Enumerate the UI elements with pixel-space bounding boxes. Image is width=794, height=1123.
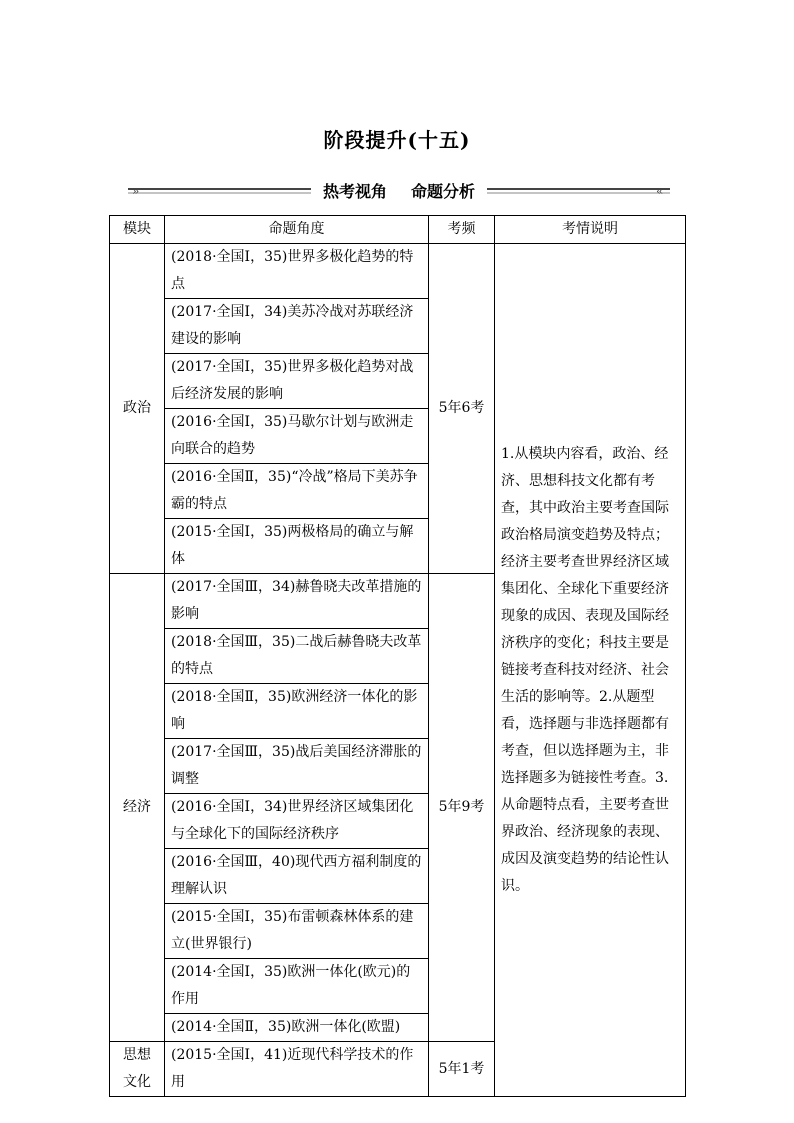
table-row-topic: (2016·全国Ⅰ，34)世界经济区域集团化与全球化下的国际经济秩序 <box>165 794 429 849</box>
header-frequency: 考频 <box>429 216 495 244</box>
module-cell-culture: 思想文化 <box>110 1042 165 1097</box>
table-row-topic: (2017·全国Ⅲ，34)赫鲁晓夫改革措施的影响 <box>165 574 429 629</box>
table-row-topic: (2017·全国Ⅰ，34)美苏冷战对苏联经济建设的影响 <box>165 299 429 354</box>
page-title: 阶段提升(十五) <box>323 128 471 152</box>
exam-analysis-table <box>109 215 686 1097</box>
table-row-topic: (2014·全国Ⅰ，35)欧洲一体化(欧元)的作用 <box>165 959 429 1014</box>
header-module: 模块 <box>110 216 165 244</box>
table-row-topic: (2015·全国Ⅰ，41)近现代科学技术的作用 <box>165 1042 429 1097</box>
header-notes: 考情说明 <box>495 216 686 244</box>
frequency-cell-politics: 5年6考 <box>429 244 495 574</box>
table-row-topic: (2014·全国Ⅱ，35)欧洲一体化(欧盟) <box>165 1014 429 1042</box>
banner-right-label: 命题分析 <box>411 182 476 201</box>
table-row-topic: (2015·全国Ⅰ，35)两极格局的确立与解体 <box>165 519 429 574</box>
module-cell-politics: 政治 <box>110 244 165 574</box>
table-row-topic: (2016·全国Ⅱ，35)“冷战”格局下美苏争霸的特点 <box>165 464 429 519</box>
table-row-topic: (2016·全国Ⅲ，40)现代西方福利制度的理解认识 <box>165 849 429 904</box>
module-cell-economy: 经济 <box>110 574 165 1042</box>
banner-left-label: 热考视角 <box>322 182 387 201</box>
table-row-topic: (2017·全国Ⅲ，35)战后美国经济滞胀的调整 <box>165 739 429 794</box>
table-row-topic: (2016·全国Ⅰ，35)马歇尔计划与欧洲走向联合的趋势 <box>165 409 429 464</box>
frequency-cell-economy: 5年9考 <box>429 574 495 1042</box>
exam-notes-cell: 1.从模块内容看，政治、经济、思想科技文化都有考查，其中政治主要考查国际政治格局演变趋势及特点；经济主要考查世界经济区域集团化、全球化下重要经济现象的成因、表现及国际经济秩序的变化；科技主要是链接考查科技对经济、社会生活的影响等。2.从题型看，选择题与非选择题都有考查，但以选择题为主，非选择题多为链接性考查。3.从命题特点看，主要考查世界政治、经济现象的表现、成因及演变趋势的结论性认识。 <box>495 244 686 1097</box>
table-row-topic: (2018·全国Ⅱ，35)欧洲经济一体化的影响 <box>165 684 429 739</box>
table-row-topic: (2015·全国Ⅰ，35)布雷顿森林体系的建立(世界银行) <box>165 904 429 959</box>
table-row-topic: (2017·全国Ⅰ，35)世界多极化趋势对战后经济发展的影响 <box>165 354 429 409</box>
svg-text:«: « <box>656 184 664 198</box>
frequency-cell-culture: 5年1考 <box>429 1042 495 1097</box>
svg-text:»: » <box>132 184 140 198</box>
section-banner <box>118 176 680 202</box>
header-topic: 命题角度 <box>165 216 429 244</box>
table-row-topic: (2018·全国Ⅲ，35)二战后赫鲁晓夫改革的特点 <box>165 629 429 684</box>
table-row-topic: (2018·全国Ⅰ，35)世界多极化趋势的特点 <box>165 244 429 299</box>
